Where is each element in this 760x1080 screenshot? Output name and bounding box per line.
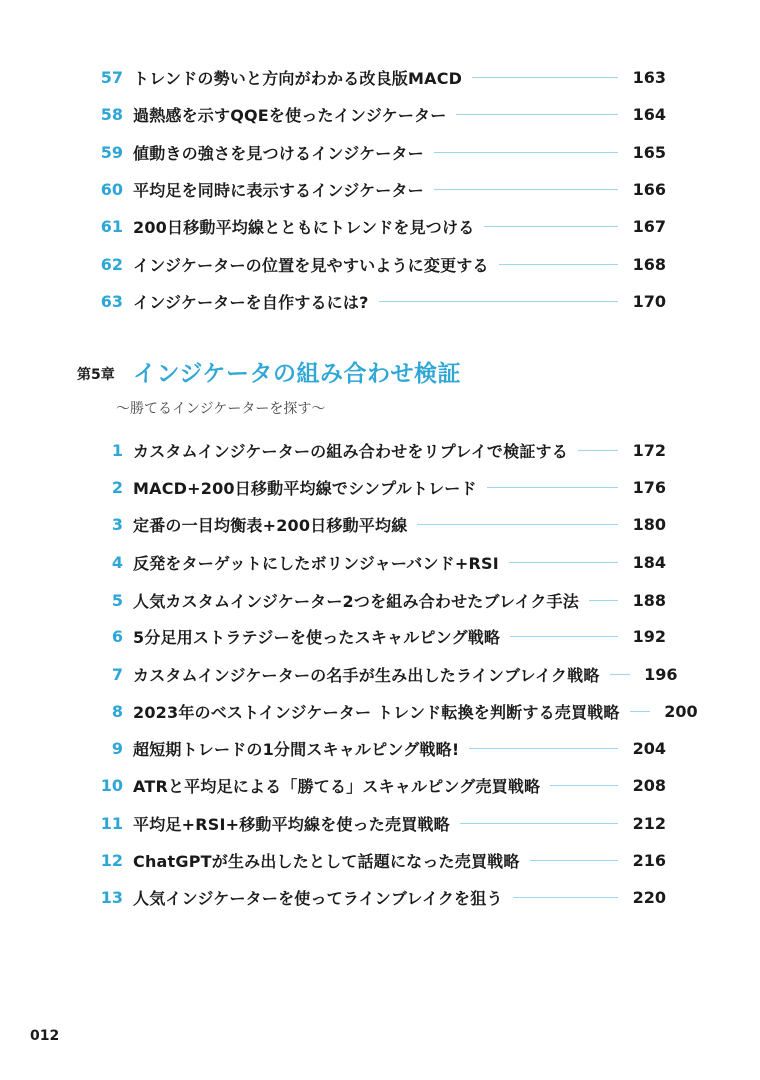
toc-entry[interactable] bbox=[90, 734, 666, 762]
entry-page: 196 bbox=[644, 664, 678, 684]
toc-entry[interactable] bbox=[90, 883, 666, 911]
leader-line bbox=[550, 785, 618, 786]
leader-line bbox=[578, 450, 618, 451]
leader-line bbox=[379, 301, 618, 302]
chapter-subtitle: ～勝てるインジケーターを探す～ bbox=[116, 401, 326, 417]
leader-line bbox=[469, 748, 618, 749]
entry-page: 166 bbox=[632, 179, 666, 199]
entry-number: 59 bbox=[100, 142, 123, 162]
entry-page: 165 bbox=[632, 142, 666, 162]
leader-line bbox=[484, 226, 618, 227]
entry-title: ChatGPTが生み出したとして話題になった売買戦略 bbox=[133, 851, 520, 871]
entry-title: 平均足を同時に表示するインジケーター bbox=[133, 180, 424, 200]
toc-entry[interactable] bbox=[90, 100, 666, 128]
leader-line bbox=[630, 711, 650, 712]
toc-entry[interactable] bbox=[90, 846, 666, 874]
entry-number: 10 bbox=[100, 775, 123, 795]
entry-page: 188 bbox=[632, 590, 666, 610]
entry-page: 164 bbox=[632, 104, 666, 124]
entry-page: 220 bbox=[632, 887, 666, 907]
toc-entry[interactable] bbox=[90, 510, 666, 538]
entry-page: 204 bbox=[632, 738, 666, 758]
entry-page: 170 bbox=[632, 291, 666, 311]
leader-line bbox=[417, 524, 618, 525]
toc-entry[interactable] bbox=[90, 436, 666, 464]
entry-number: 12 bbox=[100, 850, 123, 870]
entry-page: 176 bbox=[632, 477, 666, 497]
toc-entry[interactable] bbox=[90, 250, 666, 278]
toc-entry[interactable] bbox=[90, 622, 666, 650]
entry-number: 1 bbox=[111, 440, 123, 460]
entry-number: 6 bbox=[111, 626, 123, 646]
entry-number: 11 bbox=[100, 813, 123, 833]
leader-line bbox=[434, 189, 618, 190]
page-number: 012 bbox=[30, 1028, 60, 1044]
leader-line bbox=[499, 264, 618, 265]
entry-page: 172 bbox=[632, 440, 666, 460]
entry-number: 62 bbox=[100, 254, 123, 274]
leader-line bbox=[589, 600, 618, 601]
entry-number: 3 bbox=[111, 514, 123, 534]
entry-title: 値動きの強さを見つけるインジケーター bbox=[133, 143, 424, 163]
entry-title: 反発をターゲットにしたボリンジャーバンド+RSI bbox=[133, 553, 499, 573]
entry-page: 163 bbox=[632, 67, 666, 87]
entry-title: ATRと平均足による「勝てる」スキャルピング売買戦略 bbox=[133, 776, 541, 796]
entry-number: 8 bbox=[111, 701, 123, 721]
toc-entry[interactable] bbox=[90, 697, 698, 725]
entry-number: 2 bbox=[111, 477, 123, 497]
entry-number: 9 bbox=[111, 738, 123, 758]
leader-line bbox=[610, 674, 630, 675]
toc-entry[interactable] bbox=[90, 660, 678, 688]
chapter-title[interactable]: インジケータの組み合わせ検証 bbox=[133, 361, 461, 387]
leader-line bbox=[510, 636, 618, 637]
chapter-label: 第5章 bbox=[77, 367, 115, 383]
entry-page: 168 bbox=[632, 254, 666, 274]
entry-title: 人気カスタムインジケーター2つを組み合わせたブレイク手法 bbox=[133, 591, 579, 611]
entry-number: 13 bbox=[100, 887, 123, 907]
leader-line bbox=[509, 562, 618, 563]
entry-title: 平均足+RSI+移動平均線を使った売買戦略 bbox=[133, 814, 450, 834]
entry-number: 57 bbox=[100, 67, 123, 87]
toc-entry[interactable] bbox=[90, 287, 666, 315]
entry-page: 180 bbox=[632, 514, 666, 534]
entry-title: 定番の一目均衡表+200日移動平均線 bbox=[133, 515, 408, 535]
leader-line bbox=[472, 77, 618, 78]
toc-entry[interactable] bbox=[90, 175, 666, 203]
entry-title: インジケーターの位置を見やすいように変更する bbox=[133, 255, 489, 275]
toc-entry[interactable] bbox=[90, 548, 666, 576]
toc-entry[interactable] bbox=[90, 63, 666, 91]
entry-page: 208 bbox=[632, 775, 666, 795]
entry-title: カスタムインジケーターの名手が生み出したラインブレイク戦略 bbox=[133, 665, 600, 685]
entry-number: 7 bbox=[111, 664, 123, 684]
entry-number: 58 bbox=[100, 104, 123, 124]
entry-page: 216 bbox=[632, 850, 666, 870]
leader-line bbox=[487, 487, 618, 488]
entry-page: 200 bbox=[664, 701, 698, 721]
toc-entry[interactable] bbox=[90, 212, 666, 240]
entry-page: 192 bbox=[632, 626, 666, 646]
entry-title: 人気インジケーターを使ってラインブレイクを狙う bbox=[133, 888, 503, 908]
toc-entry[interactable] bbox=[90, 138, 666, 166]
entry-title: カスタムインジケーターの組み合わせをリプレイで検証する bbox=[133, 441, 568, 461]
entry-number: 4 bbox=[111, 552, 123, 572]
leader-line bbox=[456, 114, 618, 115]
entry-page: 212 bbox=[632, 813, 666, 833]
entry-title: 過熱感を示すQQEを使ったインジケーター bbox=[133, 105, 447, 125]
leader-line bbox=[460, 823, 618, 824]
entry-title: トレンドの勢いと方向がわかる改良版MACD bbox=[133, 68, 463, 88]
entry-title: 超短期トレードの1分間スキャルピング戦略! bbox=[133, 739, 460, 759]
entry-title: インジケーターを自作するには? bbox=[133, 292, 369, 312]
entry-number: 63 bbox=[100, 291, 123, 311]
entry-number: 60 bbox=[100, 179, 123, 199]
leader-line bbox=[434, 152, 618, 153]
entry-title: 2023年のベストインジケーター トレンド転換を判断する売買戦略 bbox=[133, 702, 620, 722]
toc-entry[interactable] bbox=[90, 771, 666, 799]
toc-entry[interactable] bbox=[90, 586, 666, 614]
leader-line bbox=[513, 897, 618, 898]
toc-entry[interactable] bbox=[90, 809, 666, 837]
entry-number: 5 bbox=[111, 590, 123, 610]
toc-entry[interactable] bbox=[90, 473, 666, 501]
entry-title: 5分足用ストラテジーを使ったスキャルピング戦略 bbox=[133, 627, 501, 647]
entry-page: 184 bbox=[632, 552, 666, 572]
entry-title: MACD+200日移動平均線でシンプルトレード bbox=[133, 478, 477, 498]
entry-page: 167 bbox=[632, 216, 666, 236]
entry-title: 200日移動平均線とともにトレンドを見つける bbox=[133, 217, 475, 237]
leader-line bbox=[530, 860, 618, 861]
entry-number: 61 bbox=[100, 216, 123, 236]
